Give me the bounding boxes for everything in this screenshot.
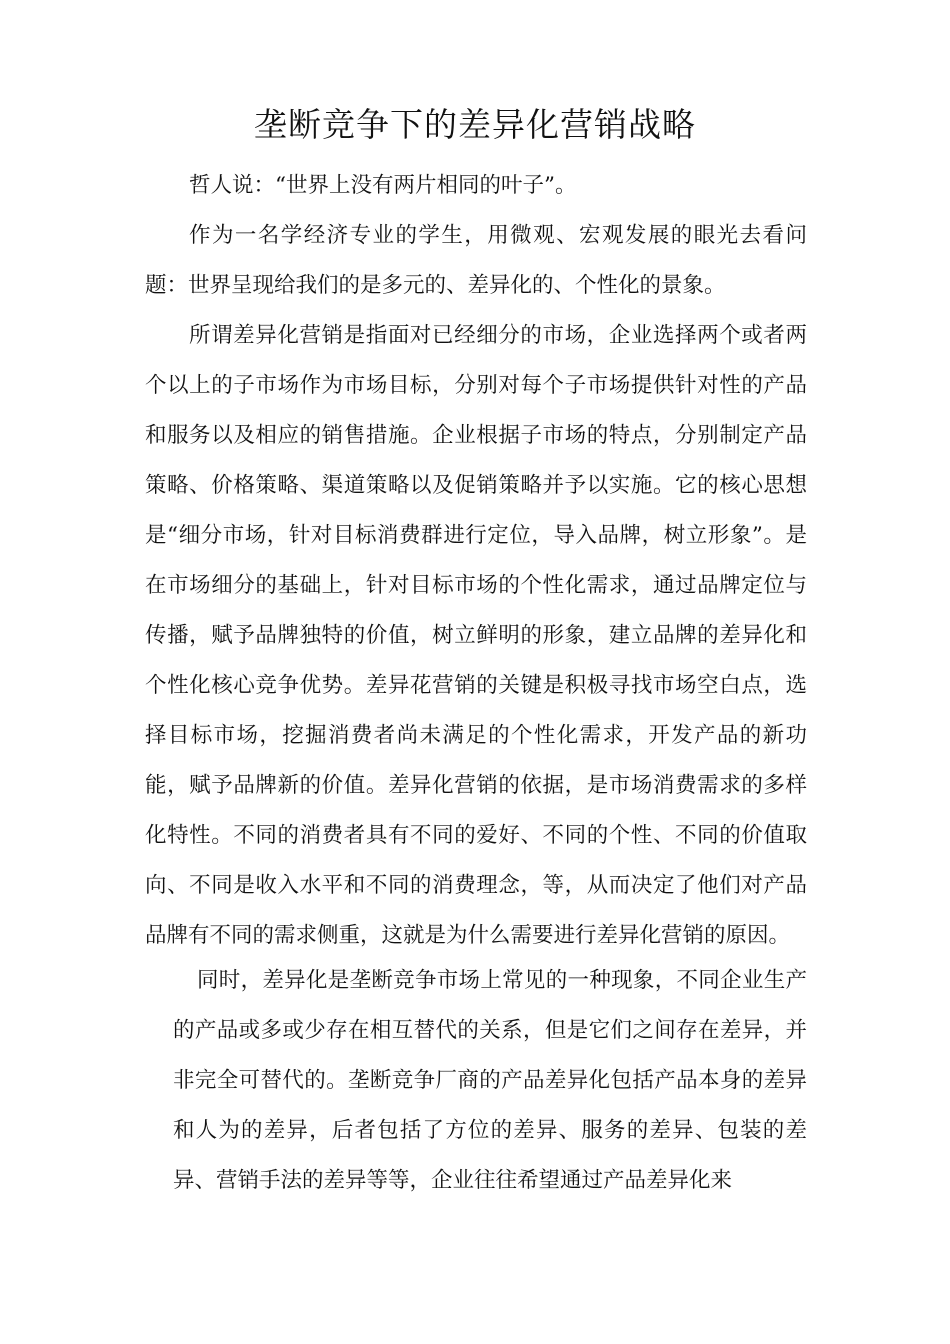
paragraph-intro: 作为一名学经济专业的学生，用微观、宏观发展的眼光去看问题：世界呈现给我们的是多元的、差异化的、个性化的景象。 xyxy=(145,223,807,298)
document-title: 垄断竞争下的差异化营销战略 xyxy=(254,105,696,144)
paragraph-definition: 所谓差异化营销是指面对已经细分的市场，企业选择两个或者两个以上的子市场作为市场目标，分别对每个子市场提供针对性的产品和服务以及相应的销售措施。企业根据子市场的特点，分别制定产品策略、价格策略、渠道策略以及促销策略并予以实施。它的核心思想是“细分市场，针对目标消费群进行定位，导入品牌，树立形象”。是在市场细分的基础上，针对目标市场的个性化需求，通过品牌定位与传播，赋予品牌独特的价值，树立鲜明的形象，建立品牌的差异化和个性化核心竞争优势。差异花营销的关键是积极寻找市场空白点，选择目标市场，挖掘消费者尚未满足的个性化需求，开发产品的新功能，赋予品牌新的价值。差异化营销的依据，是市场消费需求的多样化特性。不同的消费者具有不同的爱好、不同的个性、不同的价值取向、不同是收入水平和不同的消费理念，等，从而决定了他们对产品品牌有不同的需求侧重，这就是为什么需要进行差异化营销的原因。 xyxy=(145,323,807,948)
paragraph-quote: 哲人说：“世界上没有两片相同的叶子”。 xyxy=(189,173,577,198)
paragraph-monopolistic-competition: 同时，差异化是垄断竞争市场上常见的一种现象，不同企业生产的产品或多或少存在相互替代的关系，但是它们之间存在差异，并非完全可替代的。垄断竞争厂商的产品差异化包括产品本身的差异和人为的差异，后者包括了方位的差异、服务的差异、包装的差异、营销手法的差异等等，企业往往希望通过产品差异化来 xyxy=(173,968,807,1193)
